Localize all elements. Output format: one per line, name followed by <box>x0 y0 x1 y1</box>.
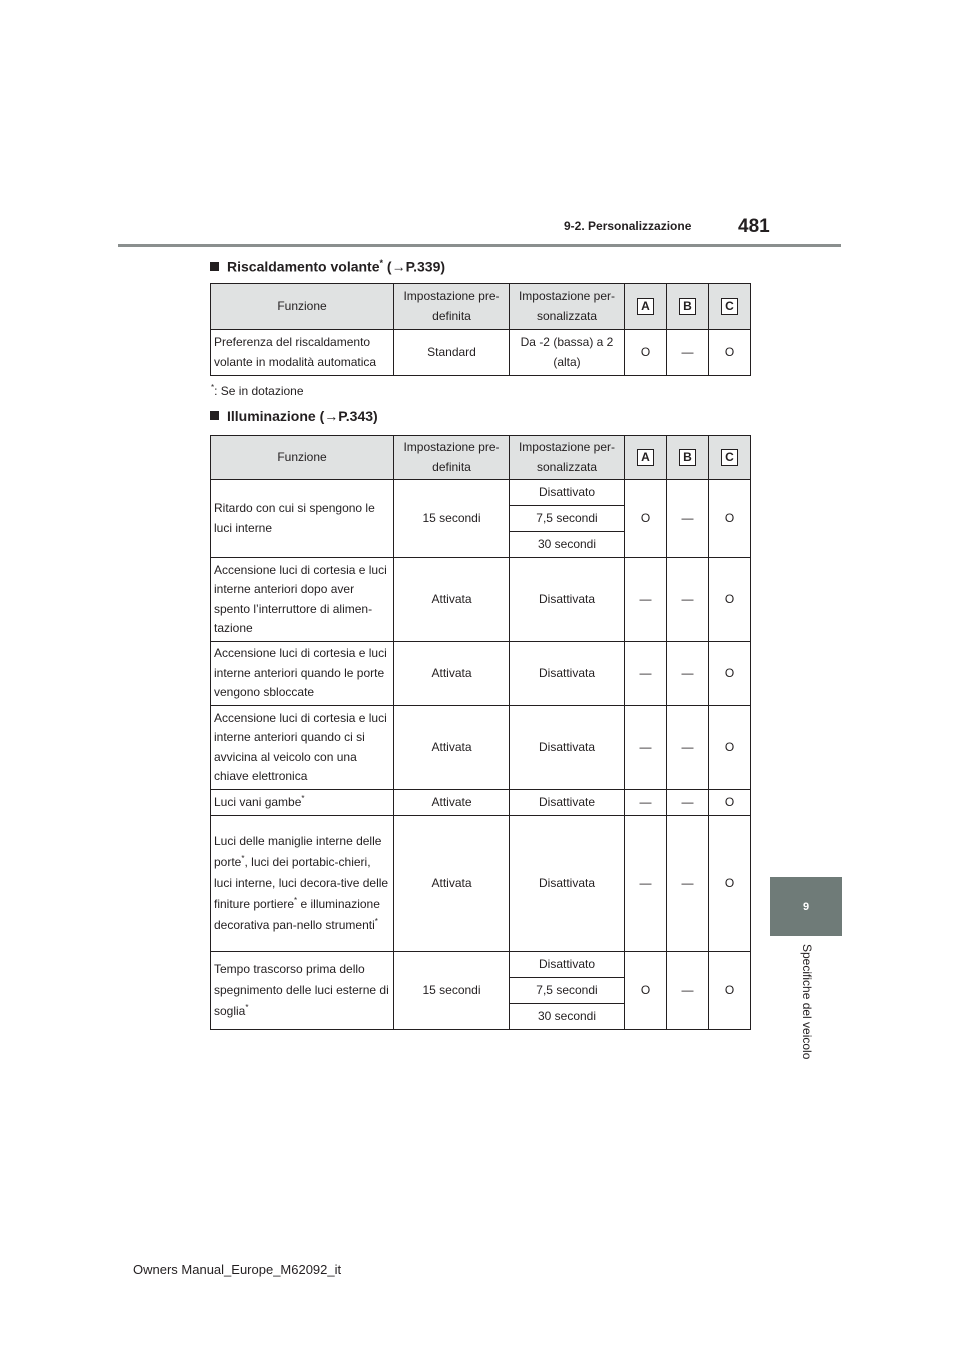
cell-function: Ritardo con cui si spengono le luci interne <box>211 480 394 558</box>
cell-default: Attivata <box>394 558 510 642</box>
letter-b-icon: B <box>679 449 696 466</box>
header-a <box>625 284 667 330</box>
table-row <box>211 790 751 816</box>
cell-a: — <box>625 558 667 642</box>
cell-c: O <box>709 790 751 816</box>
header-a <box>625 436 667 480</box>
header-divider <box>118 244 841 247</box>
header-personalizzata: Impostazione per-sonalizzata <box>510 284 625 330</box>
cell-c: O <box>709 706 751 790</box>
chapter-number: 9 <box>802 900 810 913</box>
header-b <box>667 284 709 330</box>
header-predefinita: Impostazione pre-definita <box>394 436 510 480</box>
footnote-mark: * <box>374 917 378 926</box>
cell-c: O <box>709 330 751 376</box>
table-row <box>211 642 751 706</box>
table-row <box>211 480 751 506</box>
table-header-row <box>211 436 751 480</box>
page-reference: (→P.339) <box>386 258 446 275</box>
footnote-mark: * <box>245 1003 249 1012</box>
table-header-row <box>211 284 751 330</box>
cell-function <box>211 952 394 1030</box>
cell-c: O <box>709 816 751 952</box>
cell-custom: Disattivata <box>510 558 625 642</box>
letter-b-icon: B <box>679 298 696 315</box>
cell-default: Standard <box>394 330 510 376</box>
header-c <box>709 436 751 480</box>
cell-a: — <box>625 816 667 952</box>
cell-c: O <box>709 558 751 642</box>
function-text: Luci delle maniglie interne delle porte <box>214 834 382 869</box>
cell-custom: Disattivate <box>510 790 625 816</box>
table-row <box>211 558 751 642</box>
table-illuminazione <box>210 435 751 1030</box>
table-row <box>211 952 751 978</box>
table-row <box>211 330 751 376</box>
cell-b: — <box>667 642 709 706</box>
cell-c: O <box>709 952 751 1030</box>
function-text: , luci dei portabic-chieri, luci interne, luci decora-tive delle finiture portiere <box>214 855 389 911</box>
cell-custom-option: Disattivato <box>510 952 625 978</box>
header-b <box>667 436 709 480</box>
header-funzione: Funzione <box>211 284 394 330</box>
cell-b: — <box>667 816 709 952</box>
cell-b: — <box>667 790 709 816</box>
cell-function: Preferenza del riscaldamento volante in modalità automatica <box>211 330 394 376</box>
footnote-mark: * <box>241 854 245 863</box>
letter-a-icon: A <box>637 298 654 315</box>
cell-b: — <box>667 480 709 558</box>
footnote-text: : Se in dotazione <box>214 384 304 398</box>
section-heading-illuminazione <box>210 408 378 424</box>
footnote-mark: * <box>301 793 305 803</box>
cell-custom: Disattivata <box>510 816 625 952</box>
section-heading-riscaldamento <box>210 258 445 275</box>
section-title: 9-2. Personalizzazione <box>564 219 692 233</box>
cell-default: Attivata <box>394 706 510 790</box>
cell-c: O <box>709 642 751 706</box>
cell-default: Attivata <box>394 816 510 952</box>
cell-function <box>211 816 394 952</box>
letter-c-icon: C <box>721 449 738 466</box>
function-text: Tempo trascorso prima dello spegnimento delle luci esterne di soglia <box>214 962 389 1018</box>
cell-default: 15 secondi <box>394 480 510 558</box>
cell-custom: Disattivata <box>510 706 625 790</box>
cell-custom: Da -2 (bassa) a 2 (alta) <box>510 330 625 376</box>
function-text: e illuminazione decorativa pan-nello strumenti <box>214 897 380 932</box>
table-row <box>211 706 751 790</box>
cell-function: Accensione luci di cortesia e luci interne anteriori quando le porte vengono sbloccate <box>211 642 394 706</box>
table-row <box>211 816 751 952</box>
section-title-text: Riscaldamento volante <box>227 258 380 275</box>
cell-a: — <box>625 790 667 816</box>
cell-function: Accensione luci di cortesia e luci interne anteriori quando ci si avvicina al veicolo con una chiave elettronica <box>211 706 394 790</box>
cell-custom-option: 7,5 secondi <box>510 978 625 1004</box>
cell-b: — <box>667 952 709 1030</box>
footnote-mark: * <box>211 383 215 392</box>
footnote-mark: * <box>379 258 384 268</box>
letter-a-icon: A <box>637 449 654 466</box>
section-title-text: Illuminazione <box>227 408 316 424</box>
cell-default: 15 secondi <box>394 952 510 1030</box>
chapter-tab <box>770 877 842 936</box>
header-predefinita: Impostazione pre-definita <box>394 284 510 330</box>
header-c <box>709 284 751 330</box>
cell-function <box>211 790 394 816</box>
cell-a: — <box>625 642 667 706</box>
footnote-mark: * <box>294 896 298 905</box>
cell-b: — <box>667 558 709 642</box>
cell-default: Attivata <box>394 642 510 706</box>
cell-custom: Disattivata <box>510 642 625 706</box>
cell-a: — <box>625 706 667 790</box>
header-personalizzata: Impostazione per-sonalizzata <box>510 436 625 480</box>
footnote <box>211 383 304 398</box>
cell-custom-option: 30 secondi <box>510 1004 625 1030</box>
page-number: 481 <box>738 216 770 237</box>
cell-c: O <box>709 480 751 558</box>
letter-c-icon: C <box>721 298 738 315</box>
table-riscaldamento <box>210 283 751 376</box>
function-text: Luci vani gambe <box>214 794 302 809</box>
header-funzione: Funzione <box>211 436 394 480</box>
square-bullet-icon <box>210 262 219 271</box>
cell-b: — <box>667 706 709 790</box>
cell-function: Accensione luci di cortesia e luci interne anteriori dopo aver spento l’interruttore di alimen-tazione <box>211 558 394 642</box>
cell-a: O <box>625 952 667 1030</box>
page-reference: (→P.343) <box>319 408 378 424</box>
square-bullet-icon <box>210 411 219 420</box>
cell-custom-option: 7,5 secondi <box>510 506 625 532</box>
chapter-title: Specifiche del veicolo <box>800 944 814 1060</box>
cell-b: — <box>667 330 709 376</box>
cell-a: O <box>625 330 667 376</box>
cell-custom-option: Disattivato <box>510 480 625 506</box>
cell-a: O <box>625 480 667 558</box>
footer-text: Owners Manual_Europe_M62092_it <box>133 1262 342 1277</box>
cell-custom-option: 30 secondi <box>510 532 625 558</box>
cell-default: Attivate <box>394 790 510 816</box>
